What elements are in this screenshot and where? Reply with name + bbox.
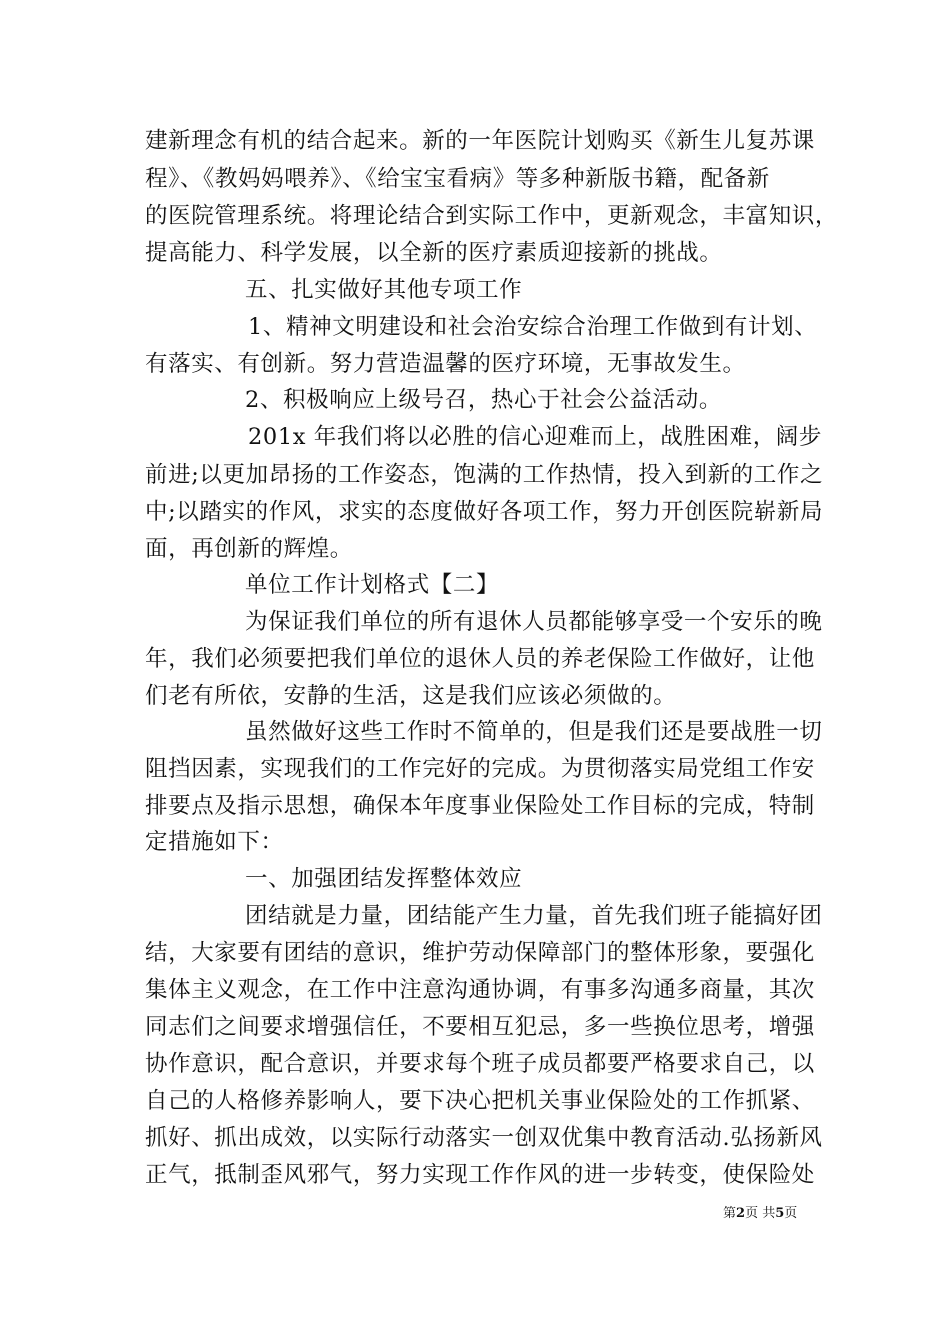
text-line: 协作意识，配合意识，并要求每个班子成员都要严格要求自己，以 (145, 1051, 815, 1077)
text-line: 面，再创新的辉煌。 (145, 536, 353, 562)
text-line: 提高能力、科学发展，以全新的医疗素质迎接新的挑战。 (145, 240, 723, 266)
current-page-number: 2 (736, 1206, 746, 1221)
text-line: 201x 年我们将以必胜的信心迎难而上，战胜困难，阔步 (248, 424, 822, 450)
section-heading: 五、扎实做好其他专项工作 (245, 277, 523, 303)
page-footer (723, 1205, 797, 1223)
text-line: 们老有所依，安静的生活，这是我们应该必须做的。 (145, 683, 677, 709)
text-line: 结，大家要有团结的意识，维护劳动保障部门的整体形象，要强化 (145, 940, 815, 966)
section-heading: 单位工作计划格式【二】 (245, 572, 500, 598)
text-line: 抓好、抓出成效，以实际行动落实一创双优集中教育活动.弘扬新风 (145, 1125, 823, 1151)
text-line: 1、精神文明建设和社会治安综合治理工作做到有计划、 (248, 314, 818, 340)
text-line: 程》、《教妈妈喂养》、《给宝宝看病》等多种新版书籍，配备新 (145, 166, 770, 192)
text-line: 同志们之间要求增强信任，不要相互犯忌，多一些换位思考，增强 (145, 1014, 815, 1040)
text-line: 虽然做好这些工作时不简单的，但是我们还是要战胜一切 (245, 719, 823, 745)
text-line: 团结就是力量，团结能产生力量，首先我们班子能搞好团 (245, 903, 823, 929)
text-line: 排要点及指示思想，确保本年度事业保险处工作目标的完成，特制 (145, 793, 815, 819)
text-line: 的医院管理系统。将理论结合到实际工作中，更新观念，丰富知识， (145, 203, 839, 229)
section-heading: 一、加强团结发挥整体效应 (245, 866, 523, 892)
total-page-count: 5 (775, 1206, 785, 1221)
text-line: 中;以踏实的作风，求实的态度做好各项工作，努力开创医院崭新局 (145, 499, 824, 525)
footer-suffix: 页 (784, 1206, 798, 1221)
text-line: 阻挡因素，实现我们的工作完好的完成。为贯彻落实局党组工作安 (145, 756, 815, 782)
text-line: 2、积极响应上级号召，热心于社会公益活动。 (245, 387, 722, 413)
text-line: 正气，抵制歪风邪气，努力实现工作作风的进一步转变，使保险处 (145, 1162, 815, 1188)
text-line: 有落实、有创新。努力营造温馨的医疗环境，无事故发生。 (145, 351, 746, 377)
text-line: 前进;以更加昂扬的工作姿态，饱满的工作热情，投入到新的工作之 (145, 462, 824, 488)
text-line: 为保证我们单位的所有退休人员都能够享受一个安乐的晚 (245, 609, 823, 635)
footer-prefix: 第 (723, 1206, 737, 1221)
footer-middle: 页 共 (745, 1206, 776, 1221)
text-line: 集体主义观念，在工作中注意沟通协调，有事多沟通多商量，其次 (145, 977, 815, 1003)
text-line: 年，我们必须要把我们单位的退休人员的养老保险工作做好，让他 (145, 646, 815, 672)
text-line: 自己的人格修养影响人，要下决心把机关事业保险处的工作抓紧、 (145, 1088, 815, 1114)
text-line: 建新理念有机的结合起来。新的一年医院计划购买《新生儿复苏课 (145, 128, 815, 154)
text-line: 定措施如下： (145, 829, 284, 855)
